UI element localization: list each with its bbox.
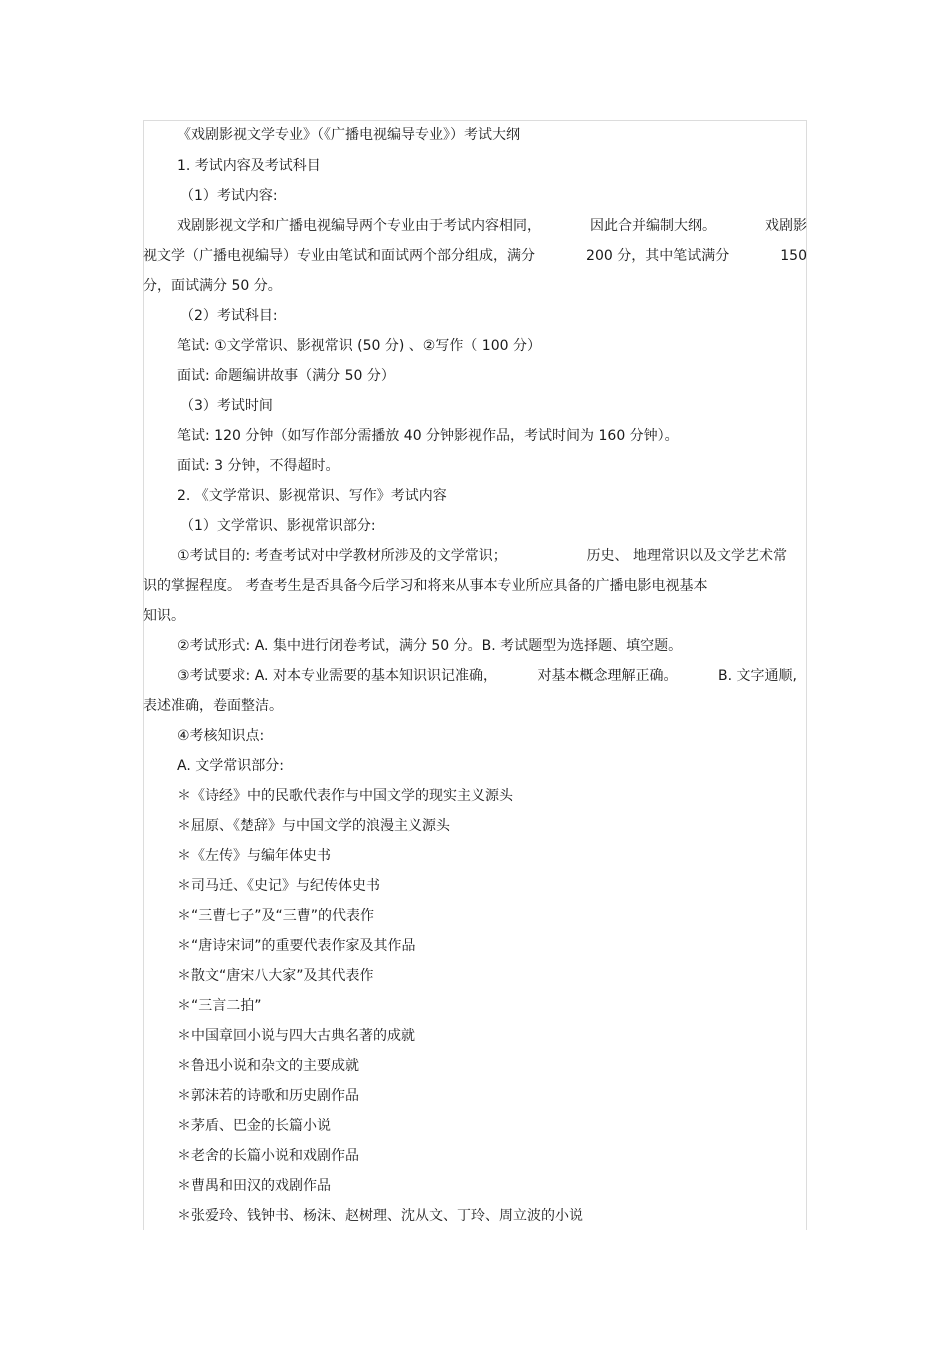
list-item: ＊鲁迅小说和杂文的主要成就 — [177, 1058, 359, 1074]
para-2-seg-a: 视文学（广播电视编导）专业由笔试和面试两个部分组成，满分 — [143, 248, 535, 264]
list-item: ＊“三言二拍” — [177, 998, 262, 1014]
para-1-line-2 — [143, 247, 807, 265]
req-line-2: 表述准确，卷面整洁。 — [143, 698, 283, 714]
goal-line-3: 知识。 — [143, 608, 185, 624]
exam-form: ②考试形式: A. 集中进行闭卷考试，满分 50 分。B. 考试题型为选择题、填空题。 — [177, 638, 683, 654]
req-seg-b: 对基本概念理解正确。 — [537, 668, 678, 684]
list-item: ＊散文“唐宋八大家”及其代表作 — [177, 968, 374, 984]
para-1-line-1 — [177, 217, 807, 235]
interview-time: 面试: 3 分钟，不得超时。 — [177, 458, 340, 474]
section-1-1-heading: （1）考试内容: — [180, 188, 278, 204]
list-item: ＊司马迁、《史记》与纪传体史书 — [177, 878, 380, 894]
part-a-heading: A. 文学常识部分: — [177, 758, 284, 774]
req-seg-a: ③考试要求: A. 对本专业需要的基本知识识记准确， — [177, 668, 497, 684]
req-seg-c: B. 文字通顺, — [718, 668, 797, 684]
list-item: ＊中国章回小说与四大古典名著的成就 — [177, 1028, 415, 1044]
para-2-seg-b: 200 分，其中笔试满分 — [586, 248, 730, 264]
para-1-seg-a: 戏剧影视文学和广播电视编导两个专业由于考试内容相同， — [177, 218, 541, 234]
goal-seg-a: ①考试目的: 考查考试对中学教材所涉及的文学常识； — [177, 548, 507, 564]
req-line-1 — [177, 667, 797, 685]
section-1-2-heading: （2）考试科目: — [180, 308, 278, 324]
section-2-heading: 2. 《文学常识、影视常识、写作》考试内容 — [177, 488, 447, 504]
list-item: ＊老舍的长篇小说和戏剧作品 — [177, 1148, 359, 1164]
list-item: ＊屈原、《楚辞》与中国文学的浪漫主义源头 — [177, 818, 450, 834]
list-item: ＊“三曹七子”及“三曹”的代表作 — [177, 908, 375, 924]
para-1-line-3: 分，面试满分 50 分。 — [143, 278, 282, 294]
section-1-3-heading: （3）考试时间 — [180, 398, 273, 414]
goal-line-1 — [177, 547, 787, 565]
interview-subject: 面试: 命题编讲故事（满分 50 分） — [177, 368, 395, 384]
section-2-1-heading: （1）文学常识、影视常识部分: — [180, 518, 376, 534]
list-item: ＊曹禺和田汉的戏剧作品 — [177, 1178, 331, 1194]
list-item: ＊茅盾、巴金的长篇小说 — [177, 1118, 331, 1134]
goal-line-2: 识的掌握程度。 考查考生是否具备今后学习和将来从事本专业所应具备的广播电影电视基本 — [143, 578, 708, 594]
doc-title: 《戏剧影视文学专业》（《广播电视编导专业》）考试大纲 — [177, 127, 520, 143]
para-1-seg-b: 因此合并编制大纲。 — [590, 218, 716, 234]
section-1-heading: 1. 考试内容及考试科目 — [177, 158, 321, 174]
list-item: ＊“唐诗宋词”的重要代表作家及其作品 — [177, 938, 416, 954]
knowledge-points-heading: ④考核知识点: — [177, 728, 265, 744]
list-item: ＊张爱玲、钱钟书、杨沫、赵树理、沈从文、丁玲、周立波的小说 — [177, 1208, 583, 1224]
written-time: 笔试: 120 分钟（如写作部分需播放 40 分钟影视作品，考试时间为 160 分钟）。 — [177, 428, 679, 444]
list-item: ＊郭沫若的诗歌和历史剧作品 — [177, 1088, 359, 1104]
list-item: ＊《诗经》中的民歌代表作与中国文学的现实主义源头 — [177, 788, 513, 804]
written-subjects: 笔试: ①文学常识、影视常识 (50 分) 、②写作（ 100 分） — [177, 338, 541, 354]
para-1-seg-c: 戏剧影 — [765, 218, 807, 234]
para-2-seg-c: 150 — [780, 248, 807, 264]
goal-seg-b: 历史、 地理常识以及文学艺术常 — [586, 548, 787, 564]
list-item: ＊《左传》与编年体史书 — [177, 848, 331, 864]
